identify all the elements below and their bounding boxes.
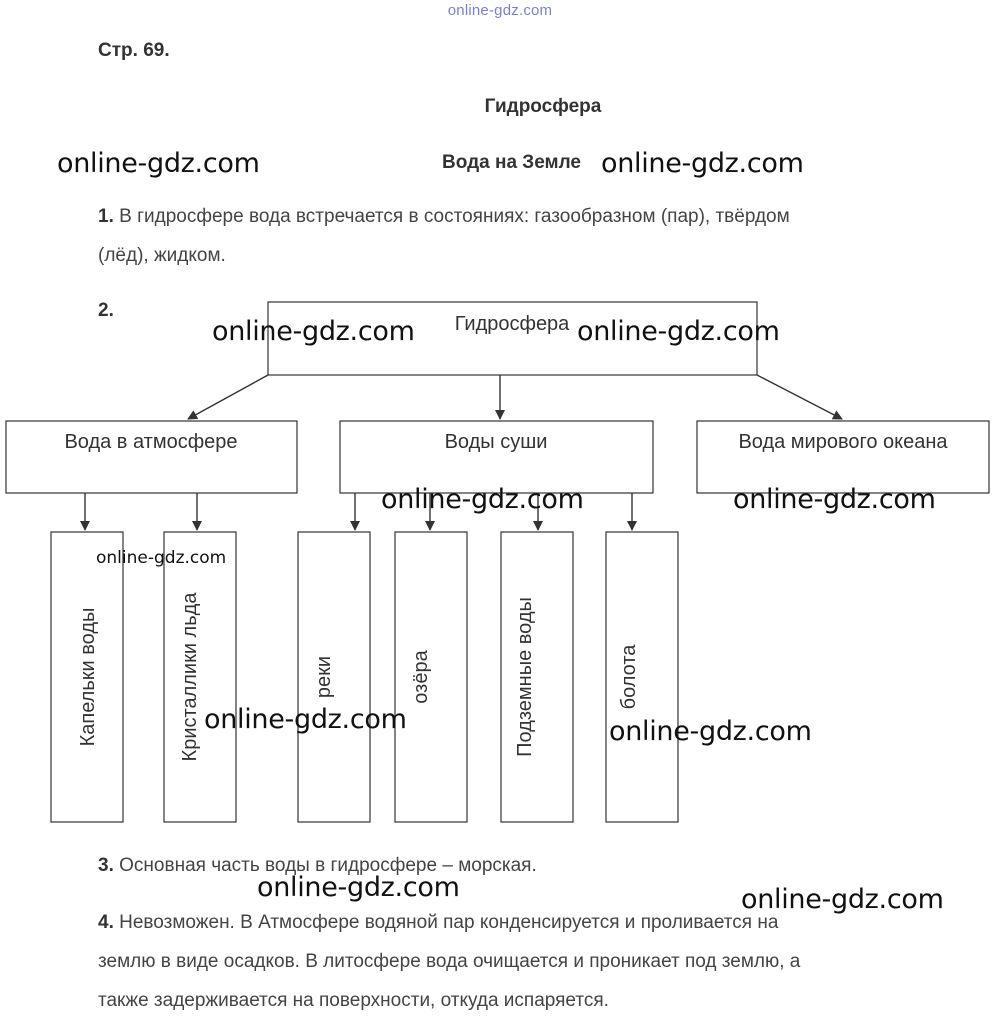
answer-3-text: Основная часть воды в гидросфере – морская. — [113, 855, 537, 876]
page-title: Гидросфера — [484, 96, 602, 117]
diagram-leaf-droplets-label: Капельки воды — [77, 607, 99, 747]
answer-2-number: 2. — [98, 300, 114, 321]
answer-3-number: 3. — [98, 855, 114, 876]
watermark: online-gdz.com — [601, 148, 804, 179]
top-watermark: online-gdz.com — [447, 2, 553, 19]
diagram-branch-atmosphere-label: Вода в атмосфере — [64, 431, 238, 453]
watermark: online-gdz.com — [609, 716, 812, 747]
watermark-small: online-gdz.com — [96, 548, 227, 568]
watermark: online-gdz.com — [577, 316, 780, 347]
diagram-leaf-ice-crystals-label: Кристаллики льда — [179, 592, 201, 762]
answer-1-line-2: (лёд), жидком. — [98, 245, 226, 266]
watermark: online-gdz.com — [57, 148, 260, 179]
watermark: online-gdz.com — [381, 484, 584, 515]
diagram-leaf-groundwater-label: Подземные воды — [514, 597, 536, 757]
answer-4-text: Невозможен. В Атмосфере водяной пар конденсируется и проливается на — [113, 912, 779, 933]
watermark: online-gdz.com — [212, 316, 415, 347]
watermark: online-gdz.com — [741, 884, 944, 915]
diagram-branch-land-label: Воды суши — [444, 431, 548, 453]
answer-1-number: 1. — [98, 206, 114, 227]
section-subtitle: Вода на Земле — [442, 152, 581, 173]
answer-4-line-2: землю в виде осадков. В литосфере вода очищается и проникает под землю, а — [98, 951, 801, 972]
watermark: online-gdz.com — [257, 872, 460, 903]
answer-1-text: В гидросфере вода встречается в состояниях: газообразном (пар), твёрдом — [113, 206, 790, 227]
diagram-leaf-swamps-label: болота — [618, 644, 640, 710]
diagram-leaf-lakes-label: озёра — [410, 650, 432, 704]
page-number: Стр. 69. — [98, 40, 170, 61]
answer-4-number: 4. — [98, 912, 114, 933]
arrow-root-to-ocean — [757, 375, 842, 419]
answer-4-line-3: также задерживается на поверхности, откуда испаряется. — [98, 990, 609, 1011]
diagram-branch-ocean-label: Вода мирового океана — [738, 431, 948, 453]
diagram-root-label: Гидросфера — [454, 313, 570, 335]
watermark: online-gdz.com — [204, 704, 407, 735]
arrow-root-to-atmosphere — [188, 375, 268, 419]
answer-4-line-1 — [98, 903, 778, 942]
diagram-leaf-groundwater-box — [501, 532, 573, 822]
watermark: online-gdz.com — [733, 484, 936, 515]
diagram-leaf-rivers-label: реки — [313, 655, 335, 699]
diagram-leaf-swamps-box — [606, 532, 678, 822]
